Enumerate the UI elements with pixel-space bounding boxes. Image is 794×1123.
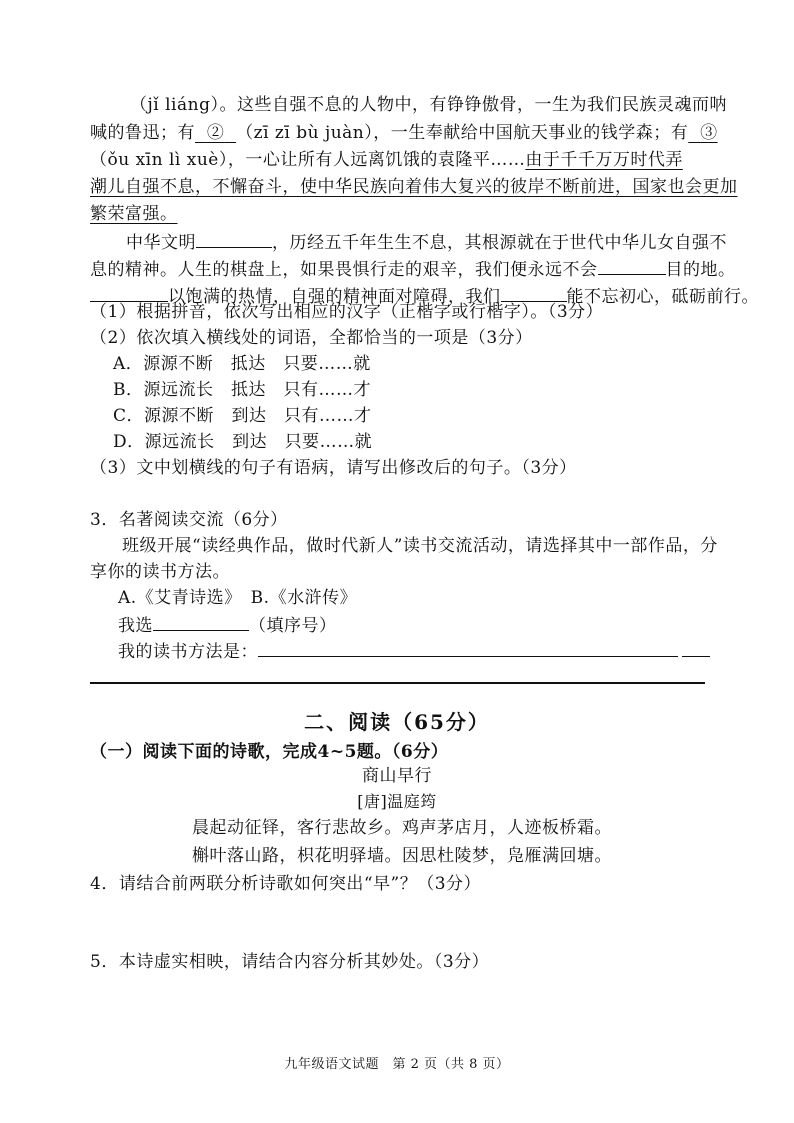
paragraph-2-line-3: 以饱满的热情，自强的精神面对障碍，我们 能不忘初心，砥砺前行。 (90, 283, 759, 309)
fill-blank-2[interactable] (598, 256, 666, 275)
poem-line-2: 槲叶落山路，枳花明驿墙。因思杜陵梦，凫雁满回塘。 (192, 846, 612, 866)
poem-title: 商山早行 (362, 766, 432, 786)
page-footer: 九年级语文试题 第 2 页（共 8 页） (284, 1057, 510, 1072)
passage-line-2-start: 喊的鲁迅；有 (90, 123, 195, 143)
question-4: 4．请结合前两联分析诗歌如何突出“早”？（3分） (90, 874, 482, 894)
question-1: （1）根据拼音，依次写出相应的汉字（正楷字或行楷字）。（3分） (90, 302, 604, 322)
question-2: （2）依次填入横线处的词语，全都恰当的一项是（3分） (90, 328, 533, 348)
passage-line-2 (90, 121, 718, 145)
underlined-sentence-end: 繁荣富强。 (90, 204, 178, 224)
poem-author: [唐]温庭筠 (357, 792, 437, 811)
passage-line-3 (90, 148, 683, 172)
fill-blank-1[interactable] (196, 229, 272, 248)
answer-rule (90, 682, 705, 684)
question-3: （3）文中划横线的句子有语病，请写出修改后的句子。（3分） (90, 458, 577, 478)
section-3-title: 3．名著阅读交流（6分） (90, 510, 288, 530)
underlined-sentence-mid: 潮儿自强不息，不懈奋斗，使中华民族向着伟大复兴的彼岸不断前进，国家也会更加 (90, 177, 738, 197)
section-3-intro-2: 享你的读书方法。 (90, 562, 230, 582)
method-line: 我的读书方法是： (118, 638, 710, 664)
option-c: C．源源不断 到达 只有……才 (113, 406, 372, 426)
paragraph-2-line-2: 息的精神。人生的棋盘上，如果畏惧行走的艰辛，我们便永远不会 目的地。 (90, 256, 736, 282)
paragraph-2-line-1: 中华文明 ，历经五千年生生不息，其根源就在于世代中华儿女自强不 (126, 229, 727, 255)
underlined-sentence-start: 由于千千万万时代弄 (525, 150, 683, 170)
method-blank[interactable] (258, 638, 678, 657)
question-5: 5．本诗虚实相映，请结合内容分析其妙处。（3分） (90, 952, 490, 972)
method-blank-end[interactable] (682, 638, 710, 657)
section-reading-title: 二、阅读（65分） (304, 710, 490, 734)
passage-line-1: （jǐ liáng）。这些自强不息的人物中，有铮铮傲骨，一生为我们民族灵魂而呐 (130, 95, 727, 115)
blank-3: ③ (700, 123, 718, 143)
option-d: D．源远流长 到达 只要……就 (113, 432, 373, 452)
option-a: A．源源不断 抵达 只要……就 (113, 354, 371, 374)
passage-line-3a: （ǒu xīn lì xuè），一心让所有人远离饥饿的袁隆平…… (90, 150, 526, 170)
reading-part-1: （一）阅读下面的诗歌，完成4~5题。（6分） (90, 742, 449, 762)
option-b: B．源远流长 抵达 只有……才 (113, 380, 371, 400)
choice-blank[interactable] (153, 612, 249, 631)
section-3-intro-1: 班级开展“读经典作品，做时代新人”读书交流活动，请选择其中一部作品，分 (122, 536, 718, 556)
poem-line-1: 晨起动征铎，客行悲故乡。鸡声茅店月，人迹板桥霜。 (192, 818, 612, 838)
blank-2: ② (206, 123, 225, 143)
passage-line-2-rest: （zī zī bù juàn），一生奉献给中国航天事业的钱学森；有 (236, 123, 689, 143)
choice-line: 我选 （填序号） (118, 612, 337, 638)
book-choices: A.《艾青诗选》 B.《水浒传》 (118, 588, 358, 608)
